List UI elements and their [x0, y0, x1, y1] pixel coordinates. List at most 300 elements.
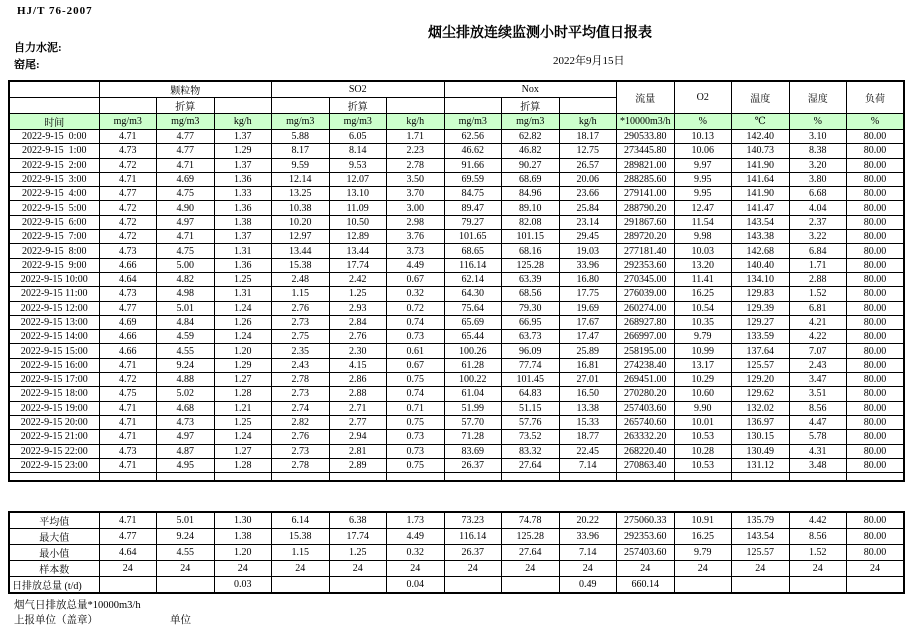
value-cell: 6.38: [329, 512, 387, 529]
value-cell: 16.50: [559, 387, 617, 401]
value-cell: 24: [674, 561, 732, 577]
standard-number: HJ/T 76-2007: [17, 5, 93, 17]
unit-cell: mg/m3: [502, 114, 560, 130]
table-row: [9, 512, 904, 529]
time-cell: 2022-9-15 9:00: [9, 258, 99, 272]
location-label: 窑尾:: [14, 59, 40, 71]
value-cell: 2.71: [329, 401, 387, 415]
value-cell: 7.14: [559, 545, 617, 561]
value-cell: 130.49: [732, 444, 790, 458]
value-cell: 11.54: [674, 215, 732, 229]
value-cell: 4.88: [157, 373, 215, 387]
value-cell: 1.36: [214, 201, 272, 215]
page-title: 烟尘排放连续监测小时平均值日报表: [428, 26, 652, 41]
value-cell: 8.17: [272, 144, 330, 158]
value-cell: 0.73: [387, 430, 445, 444]
table-header: [9, 81, 904, 130]
time-cell: 2022-9-15 2:00: [9, 158, 99, 172]
value-cell: 268220.40: [617, 444, 675, 458]
value-cell: 9.24: [157, 529, 215, 545]
value-cell: 13.25: [272, 187, 330, 201]
empty-cell: [502, 473, 560, 481]
value-cell: 0.75: [387, 373, 445, 387]
value-cell: 83.32: [502, 444, 560, 458]
value-cell: 134.10: [732, 272, 790, 286]
value-cell: 1.15: [272, 545, 330, 561]
value-cell: 2.76: [329, 330, 387, 344]
value-cell: 89.47: [444, 201, 502, 215]
table-row: [9, 444, 904, 458]
value-cell: 10.20: [272, 215, 330, 229]
value-cell: 1.29: [214, 358, 272, 372]
value-cell: 1.20: [214, 344, 272, 358]
value-cell: 129.62: [732, 387, 790, 401]
value-cell: 125.28: [502, 258, 560, 272]
hourly-average-table: [8, 80, 905, 482]
value-cell: 16.25: [674, 287, 732, 301]
table-row: [9, 315, 904, 329]
value-cell: 80.00: [847, 230, 905, 244]
value-cell: 80.00: [847, 172, 905, 186]
value-cell: 84.96: [502, 187, 560, 201]
value-cell: 80.00: [847, 444, 905, 458]
value-cell: 80.00: [847, 529, 905, 545]
value-cell: 1.28: [214, 458, 272, 472]
value-cell: 22.45: [559, 444, 617, 458]
value-cell: 13.20: [674, 258, 732, 272]
value-cell: 2.84: [329, 315, 387, 329]
table-row: [9, 301, 904, 315]
value-cell: 2.73: [272, 315, 330, 329]
value-cell: 27.01: [559, 373, 617, 387]
value-cell: 130.15: [732, 430, 790, 444]
value-cell: 1.24: [214, 330, 272, 344]
value-cell: 5.01: [157, 301, 215, 315]
empty-cell: [214, 473, 272, 481]
unit-cell: mg/m3: [272, 114, 330, 130]
table-row: [9, 430, 904, 444]
value-cell: 10.50: [329, 215, 387, 229]
value-cell: 24: [502, 561, 560, 577]
value-cell: 4.90: [157, 201, 215, 215]
value-cell: 1.71: [387, 130, 445, 144]
value-cell: 24: [732, 561, 790, 577]
unit-cell: mg/m3: [329, 114, 387, 130]
value-cell: 4.77: [157, 130, 215, 144]
value-cell: 4.77: [99, 187, 157, 201]
value-cell: 80.00: [847, 258, 905, 272]
value-cell: 20.06: [559, 172, 617, 186]
value-cell: [847, 577, 905, 594]
header-flow: 流量: [617, 81, 675, 114]
value-cell: 1.31: [214, 287, 272, 301]
empty-row: [9, 473, 904, 481]
value-cell: 1.28: [214, 387, 272, 401]
value-cell: 64.30: [444, 287, 502, 301]
time-cell: 2022-9-15 7:00: [9, 230, 99, 244]
value-cell: 1.36: [214, 172, 272, 186]
empty-cell: [99, 473, 157, 481]
value-cell: 1.21: [214, 401, 272, 415]
value-cell: 116.14: [444, 529, 502, 545]
header-blank-cell: [559, 98, 617, 114]
value-cell: 4.47: [789, 415, 847, 429]
value-cell: 132.02: [732, 401, 790, 415]
value-cell: 2.35: [272, 344, 330, 358]
table-row: [9, 215, 904, 229]
value-cell: 51.99: [444, 401, 502, 415]
value-cell: 3.73: [387, 244, 445, 258]
unit-label: 单位: [170, 615, 191, 626]
value-cell: 4.95: [157, 458, 215, 472]
value-cell: 4.71: [157, 158, 215, 172]
value-cell: 7.07: [789, 344, 847, 358]
value-cell: 4.73: [99, 444, 157, 458]
value-cell: 68.16: [502, 244, 560, 258]
value-cell: 2.48: [272, 272, 330, 286]
value-cell: 2.30: [329, 344, 387, 358]
table-row: [9, 458, 904, 472]
value-cell: 1.25: [329, 545, 387, 561]
time-cell: 2022-9-15 16:00: [9, 358, 99, 372]
value-cell: 4.55: [157, 344, 215, 358]
time-cell: 2022-9-15 6:00: [9, 215, 99, 229]
value-cell: 4.42: [789, 512, 847, 529]
value-cell: 4.21: [789, 315, 847, 329]
value-cell: 80.00: [847, 301, 905, 315]
value-cell: 80.00: [847, 215, 905, 229]
value-cell: 0.61: [387, 344, 445, 358]
value-cell: 24: [272, 561, 330, 577]
value-cell: 0.71: [387, 401, 445, 415]
value-cell: 73.52: [502, 430, 560, 444]
value-cell: 12.14: [272, 172, 330, 186]
value-cell: 80.00: [847, 373, 905, 387]
value-cell: 62.82: [502, 130, 560, 144]
header-conversion-nox: 折算: [502, 98, 560, 114]
value-cell: 2.88: [329, 387, 387, 401]
value-cell: 10.38: [272, 201, 330, 215]
value-cell: 7.14: [559, 458, 617, 472]
value-cell: 0.72: [387, 301, 445, 315]
value-cell: 13.44: [272, 244, 330, 258]
value-cell: 80.00: [847, 545, 905, 561]
value-cell: 25.84: [559, 201, 617, 215]
time-cell: 2022-9-15 20:00: [9, 415, 99, 429]
value-cell: 64.83: [502, 387, 560, 401]
value-cell: 0.75: [387, 458, 445, 472]
value-cell: 1.26: [214, 315, 272, 329]
value-cell: 1.73: [387, 512, 445, 529]
value-cell: 275060.33: [617, 512, 675, 529]
time-cell: 2022-9-15 12:00: [9, 301, 99, 315]
value-cell: 3.80: [789, 172, 847, 186]
company-label: 自力水泥:: [14, 42, 62, 54]
value-cell: 4.69: [99, 315, 157, 329]
value-cell: 0.03: [214, 577, 272, 594]
value-cell: 12.07: [329, 172, 387, 186]
value-cell: 2.42: [329, 272, 387, 286]
value-cell: 4.68: [157, 401, 215, 415]
value-cell: 1.29: [214, 144, 272, 158]
summary-table: [8, 511, 905, 594]
empty-cell: [674, 473, 732, 481]
value-cell: 4.71: [99, 415, 157, 429]
value-cell: 268927.80: [617, 315, 675, 329]
time-cell: 2022-9-15 19:00: [9, 401, 99, 415]
value-cell: 4.71: [99, 172, 157, 186]
value-cell: 80.00: [847, 401, 905, 415]
report-date: 2022年9月15日: [553, 55, 625, 67]
table-row: [9, 358, 904, 372]
value-cell: 74.78: [502, 512, 560, 529]
table-row: [9, 244, 904, 258]
value-cell: 1.20: [214, 545, 272, 561]
time-cell: 2022-9-15 18:00: [9, 387, 99, 401]
value-cell: 2.86: [329, 373, 387, 387]
value-cell: 80.00: [847, 187, 905, 201]
value-cell: 2.94: [329, 430, 387, 444]
value-cell: 3.22: [789, 230, 847, 244]
value-cell: 9.98: [674, 230, 732, 244]
value-cell: 26.57: [559, 158, 617, 172]
value-cell: 5.01: [157, 512, 215, 529]
value-cell: 129.27: [732, 315, 790, 329]
value-cell: 83.69: [444, 444, 502, 458]
value-cell: 1.38: [214, 529, 272, 545]
value-cell: 89.10: [502, 201, 560, 215]
value-cell: 9.95: [674, 187, 732, 201]
value-cell: 265740.60: [617, 415, 675, 429]
value-cell: [329, 577, 387, 594]
value-cell: [502, 577, 560, 594]
value-cell: 4.73: [157, 415, 215, 429]
header-unit-row: [9, 114, 904, 130]
value-cell: 46.62: [444, 144, 502, 158]
value-cell: 4.77: [99, 301, 157, 315]
value-cell: 290533.80: [617, 130, 675, 144]
value-cell: 57.76: [502, 415, 560, 429]
value-cell: 80.00: [847, 430, 905, 444]
value-cell: 101.65: [444, 230, 502, 244]
value-cell: 4.71: [99, 401, 157, 415]
value-cell: [272, 577, 330, 594]
empty-cell: [617, 473, 675, 481]
value-cell: 129.39: [732, 301, 790, 315]
value-cell: 131.12: [732, 458, 790, 472]
value-cell: 68.56: [502, 287, 560, 301]
value-cell: 46.82: [502, 144, 560, 158]
header-group-nox: Nox: [444, 81, 617, 98]
table-row: [9, 561, 904, 577]
value-cell: 20.22: [559, 512, 617, 529]
value-cell: 63.73: [502, 330, 560, 344]
value-cell: 24: [99, 561, 157, 577]
value-cell: 24: [847, 561, 905, 577]
value-cell: 66.95: [502, 315, 560, 329]
value-cell: 4.04: [789, 201, 847, 215]
header-group-so2: SO2: [272, 81, 445, 98]
value-cell: 68.65: [444, 244, 502, 258]
value-cell: 4.64: [99, 272, 157, 286]
header-conversion-pm: 折算: [157, 98, 215, 114]
value-cell: 277181.40: [617, 244, 675, 258]
value-cell: 10.60: [674, 387, 732, 401]
value-cell: 2.88: [789, 272, 847, 286]
header-blank-cell: [387, 98, 445, 114]
header-conversion-so2: 折算: [329, 98, 387, 114]
value-cell: 80.00: [847, 415, 905, 429]
value-cell: 2.82: [272, 415, 330, 429]
empty-cell: [272, 473, 330, 481]
value-cell: 2.23: [387, 144, 445, 158]
value-cell: 288285.60: [617, 172, 675, 186]
value-cell: 24: [559, 561, 617, 577]
summary-label-cell: 日排放总量 (t/d): [9, 577, 99, 594]
value-cell: 2.98: [387, 215, 445, 229]
value-cell: 4.98: [157, 287, 215, 301]
value-cell: 24: [214, 561, 272, 577]
value-cell: 80.00: [847, 272, 905, 286]
value-cell: 9.59: [272, 158, 330, 172]
value-cell: 23.66: [559, 187, 617, 201]
value-cell: 3.10: [789, 130, 847, 144]
value-cell: 19.03: [559, 244, 617, 258]
value-cell: 73.23: [444, 512, 502, 529]
value-cell: 4.72: [99, 201, 157, 215]
value-cell: 4.77: [157, 144, 215, 158]
value-cell: [444, 577, 502, 594]
empty-cell: [157, 473, 215, 481]
value-cell: 125.57: [732, 358, 790, 372]
value-cell: 2.73: [272, 444, 330, 458]
header-load: 负荷: [847, 81, 905, 114]
value-cell: 17.74: [329, 529, 387, 545]
value-cell: 3.70: [387, 187, 445, 201]
value-cell: 8.56: [789, 401, 847, 415]
value-cell: 5.02: [157, 387, 215, 401]
value-cell: 0.74: [387, 387, 445, 401]
value-cell: 1.37: [214, 130, 272, 144]
value-cell: 4.66: [99, 258, 157, 272]
value-cell: 26.37: [444, 458, 502, 472]
value-cell: 3.47: [789, 373, 847, 387]
value-cell: 24: [789, 561, 847, 577]
empty-cell: [444, 473, 502, 481]
value-cell: 0.67: [387, 272, 445, 286]
time-cell: 2022-9-15 8:00: [9, 244, 99, 258]
value-cell: 4.71: [157, 230, 215, 244]
value-cell: 4.59: [157, 330, 215, 344]
value-cell: 125.57: [732, 545, 790, 561]
value-cell: 1.25: [214, 272, 272, 286]
value-cell: 10.53: [674, 458, 732, 472]
value-cell: 4.87: [157, 444, 215, 458]
table-row: [9, 529, 904, 545]
value-cell: 4.49: [387, 529, 445, 545]
header-blank-cell: [272, 98, 330, 114]
table-row: [9, 344, 904, 358]
value-cell: 24: [329, 561, 387, 577]
value-cell: 15.33: [559, 415, 617, 429]
value-cell: 90.27: [502, 158, 560, 172]
value-cell: 16.81: [559, 358, 617, 372]
header-blank-cell: [444, 98, 502, 114]
value-cell: 4.73: [99, 287, 157, 301]
value-cell: 61.28: [444, 358, 502, 372]
value-cell: 263332.20: [617, 430, 675, 444]
table-row: [9, 330, 904, 344]
value-cell: 257403.60: [617, 545, 675, 561]
value-cell: 4.72: [99, 373, 157, 387]
value-cell: 2.76: [272, 430, 330, 444]
value-cell: 29.45: [559, 230, 617, 244]
value-cell: 82.08: [502, 215, 560, 229]
value-cell: 4.71: [99, 512, 157, 529]
value-cell: 270863.40: [617, 458, 675, 472]
unit-cell: mg/m3: [99, 114, 157, 130]
value-cell: 24: [617, 561, 675, 577]
value-cell: 1.27: [214, 444, 272, 458]
value-cell: 129.83: [732, 287, 790, 301]
value-cell: 4.72: [99, 158, 157, 172]
value-cell: 79.30: [502, 301, 560, 315]
value-cell: 291867.60: [617, 215, 675, 229]
summary-label-cell: 最小值: [9, 545, 99, 561]
value-cell: 2.74: [272, 401, 330, 415]
value-cell: 270280.20: [617, 387, 675, 401]
value-cell: 2.89: [329, 458, 387, 472]
value-cell: 17.67: [559, 315, 617, 329]
value-cell: 80.00: [847, 244, 905, 258]
value-cell: 116.14: [444, 258, 502, 272]
value-cell: 0.32: [387, 545, 445, 561]
value-cell: 51.15: [502, 401, 560, 415]
value-cell: 10.28: [674, 444, 732, 458]
value-cell: 79.27: [444, 215, 502, 229]
table-row: [9, 272, 904, 286]
value-cell: 142.68: [732, 244, 790, 258]
value-cell: 33.96: [559, 529, 617, 545]
value-cell: 140.40: [732, 258, 790, 272]
value-cell: 135.79: [732, 512, 790, 529]
value-cell: 660.14: [617, 577, 675, 594]
summary-body: [9, 512, 904, 593]
value-cell: 4.71: [99, 458, 157, 472]
value-cell: 1.37: [214, 230, 272, 244]
value-cell: 24: [444, 561, 502, 577]
value-cell: 10.06: [674, 144, 732, 158]
value-cell: 10.54: [674, 301, 732, 315]
value-cell: [157, 577, 215, 594]
value-cell: 3.50: [387, 172, 445, 186]
value-cell: 1.37: [214, 158, 272, 172]
value-cell: 3.00: [387, 201, 445, 215]
value-cell: 80.00: [847, 158, 905, 172]
value-cell: 0.49: [559, 577, 617, 594]
value-cell: 1.38: [214, 215, 272, 229]
value-cell: 137.64: [732, 344, 790, 358]
value-cell: 1.24: [214, 430, 272, 444]
value-cell: 129.20: [732, 373, 790, 387]
header-blank-cell: [214, 98, 272, 114]
value-cell: 12.97: [272, 230, 330, 244]
value-cell: 10.13: [674, 130, 732, 144]
value-cell: 0.75: [387, 415, 445, 429]
value-cell: 1.24: [214, 301, 272, 315]
value-cell: 6.05: [329, 130, 387, 144]
value-cell: 2.43: [272, 358, 330, 372]
